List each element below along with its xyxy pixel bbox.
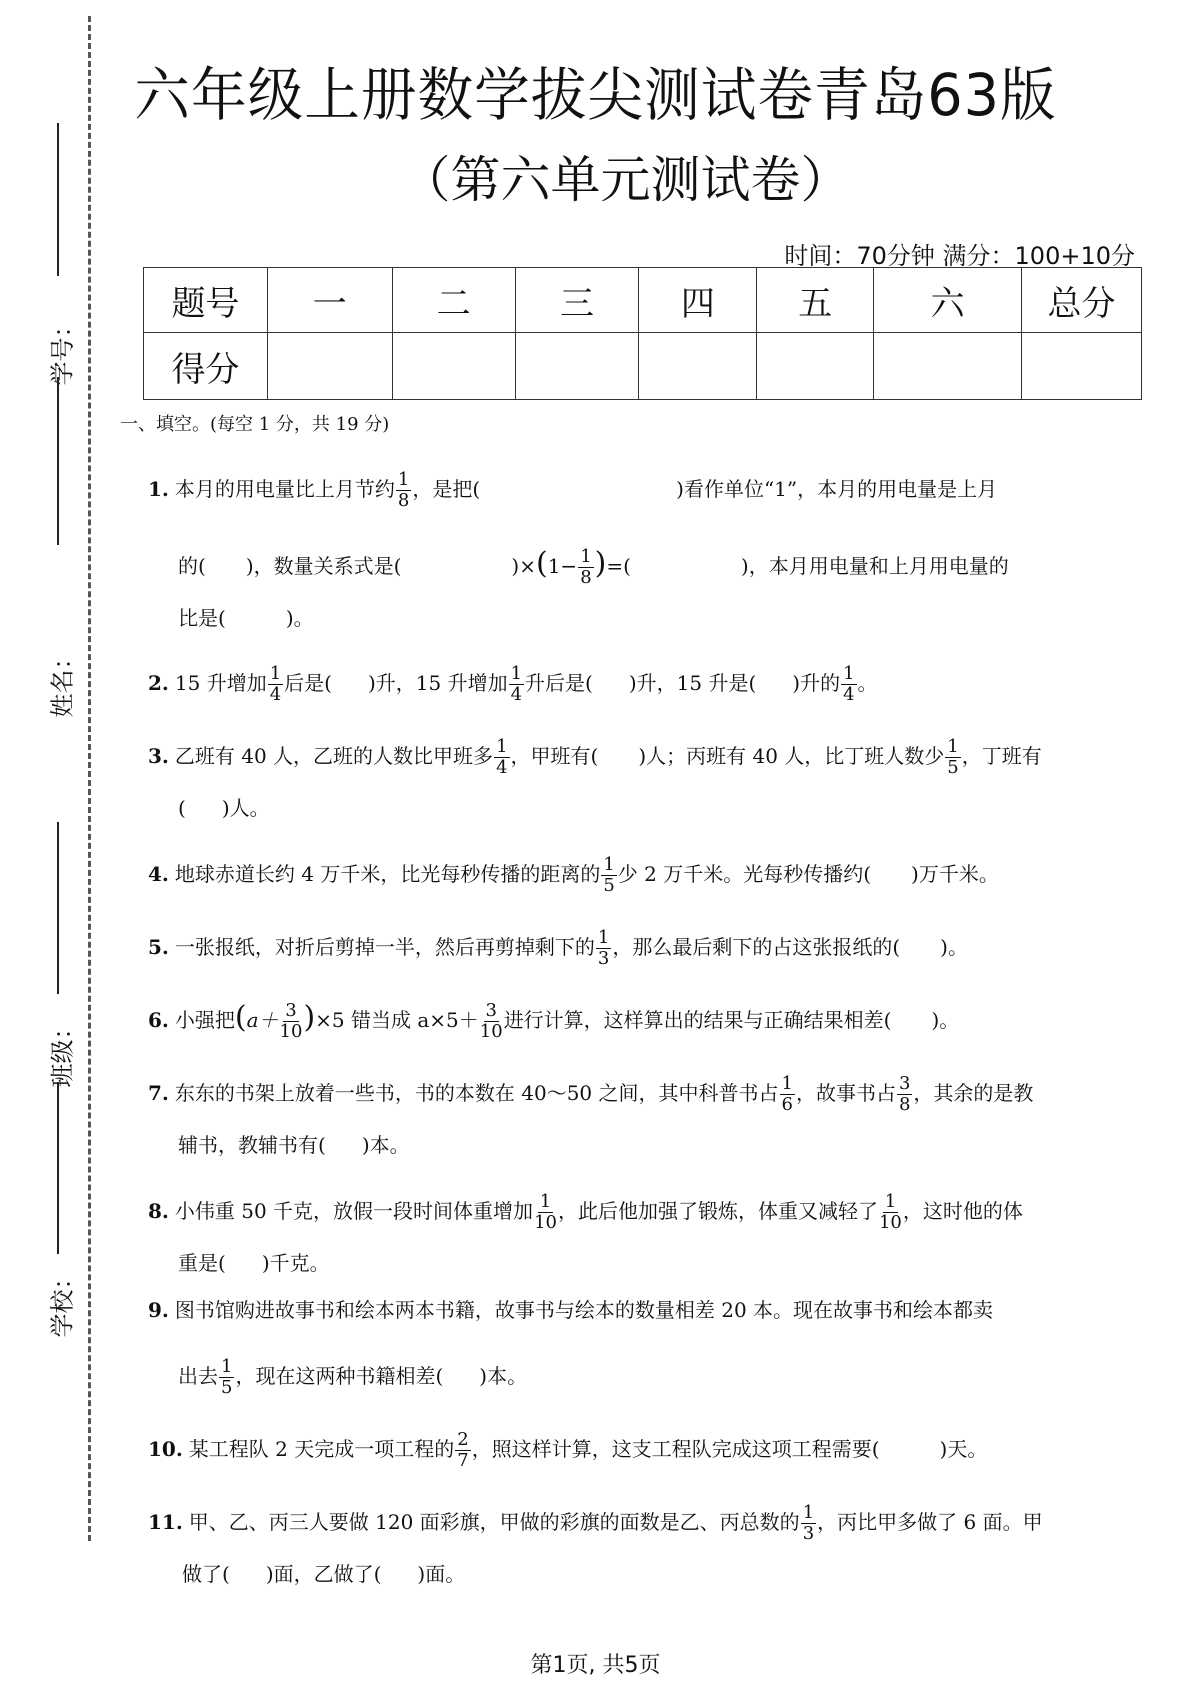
question-text: )千克。 [261, 1251, 330, 1275]
question-text: 比是( [178, 606, 226, 630]
question-text: 出去 [178, 1364, 218, 1388]
question-7-line-2 [178, 1133, 410, 1157]
question-1-line-3 [178, 606, 314, 630]
paren: ) [594, 546, 607, 581]
fraction: $\frac{1}{4}$ [496, 736, 508, 778]
exam-meta: 时间：70分钟 满分：100+10分 [784, 242, 1135, 270]
fraction: $\frac{1}{10}$ [878, 1191, 902, 1233]
question-text: 小伟重 50 千克，放假一段时间体重增加 [174, 1199, 534, 1223]
question-4 [148, 855, 999, 896]
question-text: 东东的书架上放着一些书，书的本数在 40～50 之间，其中科普书占 [174, 1081, 779, 1105]
question-number: 10. [148, 1437, 183, 1461]
question-8 [148, 1192, 1023, 1233]
question-text: 辅书，教辅书有( [178, 1133, 326, 1157]
question-number: 6. [148, 1008, 169, 1032]
score-cell: 四 [639, 268, 757, 333]
score-input-cell[interactable] [515, 333, 639, 400]
score-cell: 一 [267, 268, 392, 333]
question-text: )本。 [361, 1133, 410, 1157]
question-number: 7. [148, 1081, 169, 1105]
fraction: $\frac{1}{5}$ [221, 1356, 233, 1398]
question-text: )天。 [939, 1437, 988, 1461]
question-text: 小强把 [174, 1008, 235, 1032]
question-2 [148, 664, 878, 705]
question-text: ，那么最后剩下的占这张报纸的( [612, 935, 901, 959]
question-number: 3. [148, 744, 169, 768]
score-input-cell[interactable] [1022, 333, 1142, 400]
question-5 [148, 928, 968, 969]
score-row-label: 得分 [144, 333, 268, 400]
question-number: 11. [148, 1510, 183, 1534]
paren: ) [303, 1000, 316, 1035]
question-11 [148, 1503, 1043, 1544]
fraction: $\frac{3}{10}$ [279, 1000, 303, 1042]
question-text: ，丁班有 [961, 744, 1042, 768]
fraction: $\frac{1}{10}$ [534, 1191, 557, 1233]
question-text: )升的 [792, 671, 841, 695]
question-6 [148, 1001, 959, 1042]
page-title: 六年级上册数学拔尖测试卷青岛63版 [134, 61, 1057, 129]
page-subtitle: （第六单元测试卷） [400, 151, 851, 209]
question-text: ，甲班有( [510, 744, 599, 768]
question-text: 本月的用电量比上月节约 [174, 477, 395, 501]
question-3-line-2 [178, 796, 270, 820]
question-text: 乙班有 40 人，乙班的人数比甲班多 [174, 744, 494, 768]
question-8-line-2 [178, 1251, 330, 1275]
question-text: )，本月用电量和上月用电量的 [740, 554, 1009, 578]
fraction: $\frac{1}{4}$ [843, 663, 855, 705]
question-text: ，现在这两种书籍相差( [235, 1364, 444, 1388]
fraction: $\frac{1}{8}$ [580, 546, 592, 588]
student-id-label: 学号： [48, 313, 77, 386]
question-text: 一张报纸，对折后剪掉一半，然后再剪掉剩下的 [174, 935, 595, 959]
question-text: )。 [940, 935, 968, 959]
question-text: 少 2 万千米。光每秒传播约( [617, 862, 872, 886]
question-number: 5. [148, 935, 169, 959]
question-text: =( [606, 554, 631, 578]
question-text: )。 [285, 606, 314, 630]
paren: ( [535, 546, 548, 581]
score-table-header-row [144, 268, 1142, 333]
question-11-line-2 [182, 1562, 465, 1586]
question-number: 8. [148, 1199, 169, 1223]
fraction: $\frac{1}{3}$ [597, 927, 610, 969]
class-label: 班级： [48, 1015, 77, 1088]
question-text: 升后是( [525, 671, 593, 695]
question-text: 重是( [178, 1251, 226, 1275]
question-text: )× [511, 554, 536, 578]
school-line[interactable] [57, 1082, 59, 1254]
question-text: ，丙比甲多做了 6 面。甲 [817, 1510, 1043, 1534]
score-cell: 六 [874, 268, 1022, 333]
question-text: ，其余的是教 [913, 1081, 1034, 1105]
binding-cut-line [88, 16, 91, 1541]
score-table-score-row [144, 333, 1142, 400]
score-cell: 五 [757, 268, 874, 333]
question-text: 某工程队 2 天完成一项工程的 [188, 1437, 455, 1461]
question-10 [148, 1430, 987, 1471]
score-cell: 题号 [144, 268, 268, 333]
fraction: $\frac{3}{10}$ [479, 1000, 503, 1042]
question-text: )面，乙做了( [265, 1562, 382, 1586]
question-number: 4. [148, 862, 169, 886]
score-table [143, 267, 1142, 400]
score-cell: 二 [392, 268, 515, 333]
fraction: $\frac{1}{8}$ [397, 469, 410, 511]
question-text: 进行计算，这样算出的结果与正确结果相差( [503, 1008, 892, 1032]
score-input-cell[interactable] [874, 333, 1022, 400]
score-input-cell[interactable] [267, 333, 392, 400]
score-cell: 总分 [1022, 268, 1142, 333]
question-7 [148, 1074, 1033, 1115]
question-text: ，照这样计算，这支工程队完成这项工程需要( [471, 1437, 880, 1461]
score-input-cell[interactable] [392, 333, 515, 400]
question-text: ，是把( [412, 477, 481, 501]
question-text: )本。 [479, 1364, 528, 1388]
question-text: ，这时他的体 [902, 1199, 1023, 1223]
math-expression: a＋ [246, 1008, 279, 1032]
fraction: $\frac{1}{4}$ [269, 663, 282, 705]
name-label: 姓名： [48, 645, 77, 718]
question-text: ( [178, 796, 186, 820]
question-text: )万千米。 [911, 862, 999, 886]
school-label: 学校： [48, 1265, 77, 1338]
section-heading: 一、填空。(每空 1 分，共 19 分) [120, 414, 390, 435]
question-text: )面。 [417, 1562, 466, 1586]
question-text: )人。 [221, 796, 270, 820]
class-line[interactable] [57, 822, 59, 994]
question-text: ×5 错当成 a×5＋ [315, 1008, 479, 1032]
question-text: )人；丙班有 40 人，比丁班人数少 [638, 744, 945, 768]
question-3 [148, 737, 1042, 778]
fraction: $\frac{1}{6}$ [781, 1073, 793, 1115]
question-9 [148, 1298, 993, 1322]
question-text: 地球赤道长约 4 万千米，比光每秒传播的距离的 [174, 862, 601, 886]
question-number: 2. [148, 671, 169, 695]
question-text: )，数量关系式是( [245, 554, 402, 578]
question-text: 。 [857, 671, 878, 695]
question-text: ，此后他加强了锻炼，体重又减轻了 [557, 1199, 878, 1223]
score-cell: 三 [515, 268, 639, 333]
page-number: 第1页, 共5页 [530, 1653, 661, 1678]
question-text: 15 升增加 [174, 671, 267, 695]
question-9-line-2 [178, 1357, 527, 1398]
question-text: )升，15 升增加 [367, 671, 508, 695]
question-text: 的( [178, 554, 206, 578]
fraction: $\frac{1}{3}$ [802, 1502, 815, 1544]
question-text: 后是( [284, 671, 332, 695]
score-input-cell[interactable] [639, 333, 757, 400]
question-text: 做了( [182, 1562, 230, 1586]
fraction: $\frac{1}{4}$ [510, 663, 523, 705]
question-text: ，故事书占 [795, 1081, 896, 1105]
question-text: 图书馆购进故事书和绘本两本书籍，故事书与绘本的数量相差 20 本。现在故事书和绘本都卖 [174, 1298, 994, 1322]
name-line[interactable] [57, 377, 59, 545]
fraction: $\frac{1}{5}$ [947, 736, 959, 778]
question-text: )看作单位“1”，本月的用电量是上月 [676, 477, 998, 501]
fraction: $\frac{3}{8}$ [898, 1073, 911, 1115]
question-number: 9. [148, 1298, 169, 1322]
question-1 [148, 470, 997, 511]
fraction: $\frac{2}{7}$ [457, 1429, 469, 1471]
question-text: )升，15 升是( [628, 671, 757, 695]
question-text: )。 [931, 1008, 960, 1032]
paren: ( [234, 1000, 247, 1035]
question-number: 1. [148, 477, 169, 501]
question-1-line-2: 的( )，数量关系式是( )×(1− $\frac{1}{8}$ )=( )，本月用电量和上月用电量的 [178, 546, 1009, 588]
fraction: $\frac{1}{5}$ [603, 854, 615, 896]
score-input-cell[interactable] [757, 333, 874, 400]
question-text: 甲、乙、丙三人要做 120 面彩旗，甲做的彩旗的面数是乙、丙总数的 [188, 1510, 800, 1534]
